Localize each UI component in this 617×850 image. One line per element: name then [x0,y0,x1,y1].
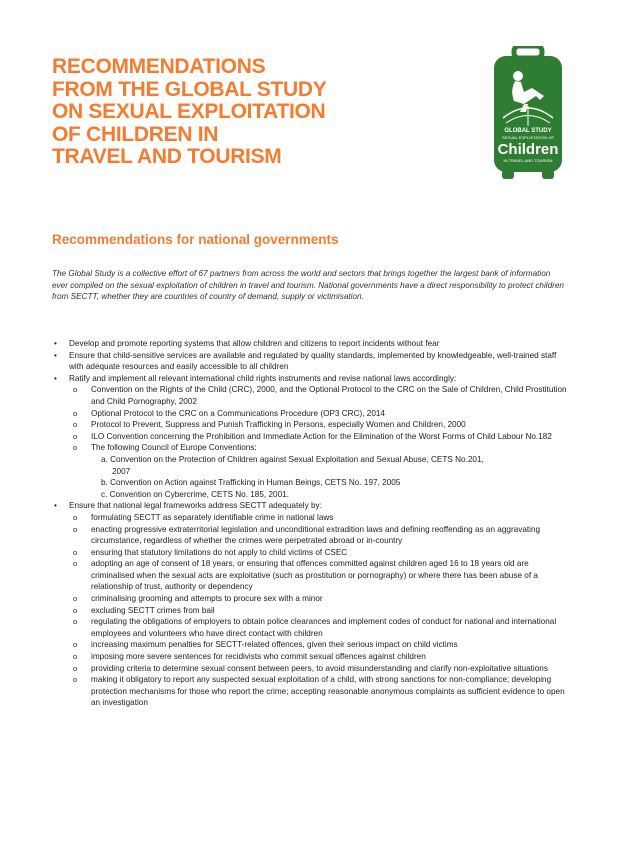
sub-item-text: criminalising grooming and attempts to procure sex with a minor [91,594,323,604]
sub-item-text: enacting progressive extraterritorial legislation and unconditional extradition laws and defining reoffending as an aggravating circumstance, regardless of whether the crimes were perpetrated abroad or in-country [91,524,541,546]
sub-item-text: making it obligatory to report any suspected sexual exploitation of a child, with strong sanctions for non-compliance; developing protection mechanisms for those who report the crime; accepting reasonable anonymous complaints as sufficient evidence to open an investigation [91,675,565,708]
sub-item-text: Convention on the Rights of the Child (CRC), 2000, and the Optional Protocol to the CRC on the Sale of Children, Child Prostitution and Child Pornography, 2002 [91,385,567,406]
sub-list-item [52,547,572,559]
sub-marker: o [73,559,78,569]
list-item-text: Ensure that national legal frameworks address SECTT adequately by: [69,501,322,511]
section-title: Recommendations for national governments [52,232,339,247]
logo-line2: SEXUAL EXPLOITATION OF [502,135,554,140]
sub-list-item [52,663,572,675]
sub-list-item [52,524,572,547]
sub-list-item [52,674,572,709]
title-line: ON SEXUAL EXPLOITATION [52,100,326,123]
sub-item-text: imposing more severe sentences for recidivists who commit sexual offences against children [91,652,426,662]
sub-item-text: Protocol to Prevent, Suppress and Punish Trafficking in Persons, especially Women and Children, 2000 [91,420,466,430]
sub-marker: o [73,512,78,522]
sub-marker: o [73,652,78,662]
list-item [52,350,572,373]
sub-item-text: regulating the obligations of employers to obtain police clearances and implement codes of conduct for national and international employees and volunteers who have direct contact with children [91,617,557,638]
list-item-text: Develop and promote reporting systems that allow children and citizens to report incidents without fear [69,339,440,348]
title-line: RECOMMENDATIONS [52,55,266,78]
coe-item: b. Convention on Action against Trafficking in Human Beings, CETS No. 197, 2005 [101,478,401,488]
title-line: TRAVEL AND TOURISM [52,145,282,168]
sub-item-text: Optional Protocol to the CRC on a Communications Procedure (OP3 CRC), 2014 [91,408,385,418]
sub-list-item [52,442,572,454]
sub-list-item [52,639,572,651]
intro-paragraph: The Global Study is a collective effort of 67 partners from across the world and sectors that brings together the largest bank of information ever compiled on the sexual exploitation of children in travel and tourism. National governments have a direct responsibility to protect children from SECTT, whether they are countries of country of demand, supply or victimisation. [52,269,564,301]
coe-item: c. Convention on Cybercrime, CETS No. 185, 2001. [101,489,289,499]
sub-list-item [52,384,572,407]
title-line: FROM THE GLOBAL STUDY [52,77,327,101]
sub-marker: o [73,594,78,604]
sub-item-text: excluding SECTT crimes from bail [91,605,215,615]
sub-marker: o [73,431,78,441]
sub-list-item [52,616,572,639]
sub-item-text: increasing maximum penalties for SECTT-related offences, given their serious impact on child victims [91,640,458,650]
logo-line4: IN TRAVEL AND TOURISM [503,158,553,163]
list-item-text: Ratify and implement all relevant international child rights instruments and revise national laws accordingly: [69,373,457,383]
sub-marker: o [73,385,78,395]
list-item [52,373,572,385]
sub-item-text: providing criteria to determine sexual consent between peers, to avoid misunderstanding and clarify non-exploitative situations [91,663,548,673]
list-item-text: Ensure that child-sensitive services are available and regulated by quality standards, implemented by knowledgeable, well-trained staff with adequate resources and easily accessible to all children [69,350,557,372]
sub-list-item [52,419,572,431]
sub-marker: o [73,663,78,673]
sub-list-item [52,593,572,605]
logo-line3: Children [497,141,559,158]
sub-marker: o [73,547,78,557]
sub-marker: o [73,408,78,418]
recommendations-list [52,338,572,709]
bullet-marker: • [54,350,57,360]
sub-marker: o [73,617,78,627]
title-line: OF CHILDREN IN [52,122,219,146]
page-title [52,56,452,169]
sub-item-text: adopting an age of consent of 18 years, or ensuring that offences committed against children aged 16 to 18 years old are criminalised when the sexual acts are exploitative (such as prostitution or pornography) or where there has been abuse of a relationship of trust, authority or dependency [91,559,538,592]
logo-line1: GLOBAL STUDY [504,128,552,134]
sub-item-text: The following Council of Europe Conventions: [91,443,257,453]
list-item [52,500,572,512]
bullet-marker: • [54,501,57,511]
sub-item-text: ILO Convention concerning the Prohibition and Immediate Action for the Elimination of the Worst Forms of Child Labour No.182 [91,431,552,441]
sub-list-item [52,512,572,524]
sub-marker: o [73,420,78,430]
sub-list-item [52,558,572,593]
sub-marker: o [73,675,78,685]
coe-item: a. Convention on the Protection of Children against Sexual Exploitation and Sexual Abuse, CETS No.201, [101,454,484,464]
sub-item-text: ensuring that statutory limitations do not apply to child victims of CSEC [91,547,348,557]
sub-item-text: formulating SECTT as separately identifiable crime in national laws [91,512,334,522]
sub-list-item [52,605,572,617]
bullet-marker: • [54,339,57,348]
sub-marker: o [73,640,78,650]
bullet-marker: • [54,373,57,383]
sub-marker: o [73,524,78,534]
sub-marker: o [73,443,78,453]
global-study-logo [488,46,568,181]
coe-item-continued: 2007 [112,466,131,476]
sub-list-item [52,651,572,663]
sub-list-item [52,431,572,443]
sub-marker: o [73,605,78,615]
sub-list-item [52,408,572,420]
list-item [52,338,572,350]
